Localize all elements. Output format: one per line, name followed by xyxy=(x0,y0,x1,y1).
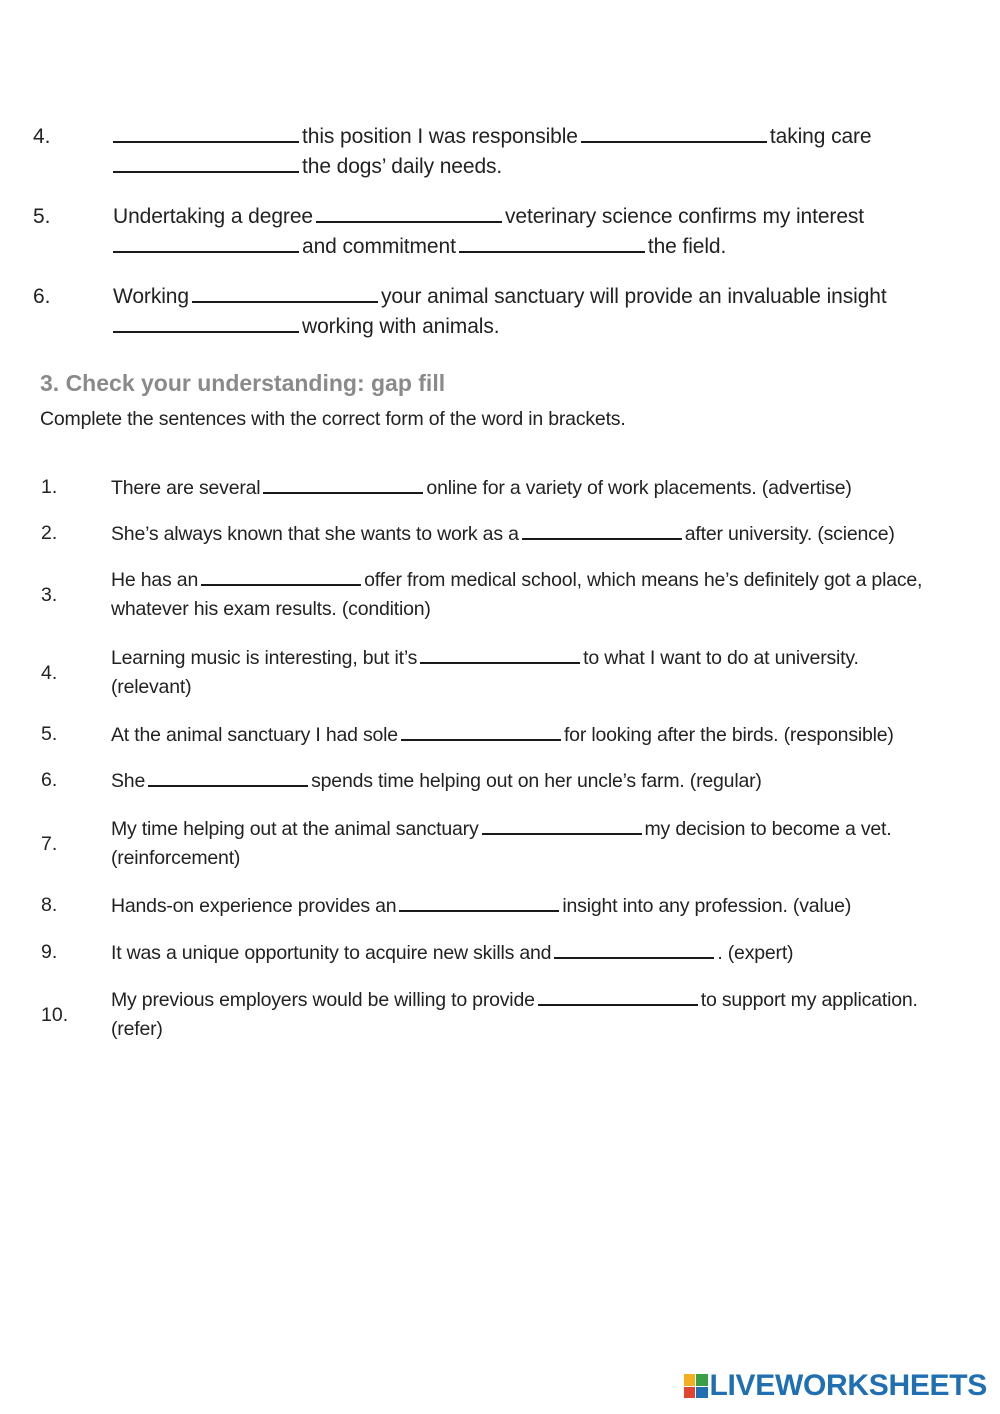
logo-tile xyxy=(696,1387,708,1399)
gap-blank[interactable] xyxy=(113,250,299,253)
item-text: for looking after the birds. (responsible) xyxy=(563,724,894,746)
gap-blank[interactable] xyxy=(113,140,299,143)
item-text: insight into any profession. (value) xyxy=(562,895,852,917)
item-text: this position I was responsible xyxy=(302,125,578,148)
gap-blank[interactable] xyxy=(581,140,767,143)
logo-tile xyxy=(684,1374,696,1386)
item-text: It was a unique opportunity to acquire new skills and xyxy=(111,942,552,964)
item-text: after university. (science) xyxy=(684,523,895,545)
item-number: 6. xyxy=(33,285,51,308)
item-text: the field. xyxy=(647,235,727,258)
gap-blank[interactable] xyxy=(263,491,423,494)
item-text: At the animal sanctuary I had sole xyxy=(111,724,398,746)
liveworksheets-logo[interactable] xyxy=(684,1369,988,1403)
s2-item-6 xyxy=(0,282,1000,342)
item-text: to support my application. (refer) xyxy=(111,989,918,1040)
item-text: and commitment xyxy=(302,235,456,258)
gap-blank[interactable] xyxy=(538,1003,698,1006)
gap-blank[interactable] xyxy=(399,909,559,912)
item-text: Working xyxy=(113,285,189,308)
item-text: taking care xyxy=(769,125,872,148)
item-text: online for a variety of work placements. (advertise) xyxy=(426,477,852,499)
gap-blank[interactable] xyxy=(459,250,645,253)
item-text: veterinary science confirms my interest xyxy=(504,205,865,228)
gap-blank[interactable] xyxy=(113,170,299,173)
item-number: 6. xyxy=(41,769,58,791)
item-text: She xyxy=(111,770,146,792)
section-3-title: 3. Check your understanding: gap fill xyxy=(40,370,446,396)
liveworksheets-logo-icon xyxy=(684,1374,708,1398)
gap-blank[interactable] xyxy=(554,956,714,959)
item-number: 4. xyxy=(41,662,58,684)
item-text: . (expert) xyxy=(717,942,794,964)
item-text: She’s always known that she wants to work as a xyxy=(111,523,519,545)
item-text: working with animals. xyxy=(302,315,500,338)
item-number: 7. xyxy=(41,833,58,855)
item-number: 1. xyxy=(41,476,58,498)
gap-blank[interactable] xyxy=(522,537,682,540)
item-number: 5. xyxy=(41,723,58,745)
section-2-continued xyxy=(0,122,1000,362)
item-text: my decision to become a vet. (reinforcement) xyxy=(111,818,892,869)
logo-text: LIVEWORKSHEETS xyxy=(709,1369,987,1402)
item-number: 3. xyxy=(41,584,58,606)
section-3-instructions: Complete the sentences with the correct form of the word in brackets. xyxy=(40,408,626,430)
gap-blank[interactable] xyxy=(401,738,561,741)
item-number: 2. xyxy=(41,522,58,544)
item-text: spends time helping out on her uncle’s farm. (regular) xyxy=(311,770,762,792)
s2-item-5 xyxy=(0,202,1000,262)
gap-blank[interactable] xyxy=(420,661,580,664)
item-text: There are several xyxy=(111,477,261,499)
gap-blank[interactable] xyxy=(148,784,308,787)
logo-tile xyxy=(684,1387,696,1399)
item-text: Undertaking a degree xyxy=(113,205,313,228)
item-number: 9. xyxy=(41,941,58,963)
gap-blank[interactable] xyxy=(113,330,299,333)
s2-item-4 xyxy=(0,122,1000,182)
gap-blank[interactable] xyxy=(316,220,502,223)
item-number: 5. xyxy=(33,205,51,228)
item-text: He has an xyxy=(111,569,199,591)
item-text: Learning music is interesting, but it’s xyxy=(111,647,418,669)
item-text: your animal sanctuary will provide an invaluable insight xyxy=(380,285,887,308)
gap-blank[interactable] xyxy=(482,832,642,835)
item-text: offer from medical school, which means he’s definitely got a place, whatever his exam results. (condition) xyxy=(111,569,923,620)
gap-blank[interactable] xyxy=(201,583,361,586)
item-number: 4. xyxy=(33,125,51,148)
item-number: 8. xyxy=(41,894,58,916)
item-text: to what I want to do at university. (relevant) xyxy=(111,647,859,698)
item-text: Hands-on experience provides an xyxy=(111,895,397,917)
gap-blank[interactable] xyxy=(192,300,378,303)
item-number: 10. xyxy=(41,1004,69,1026)
item-text: My previous employers would be willing to provide xyxy=(111,989,535,1011)
item-text: My time helping out at the animal sanctuary xyxy=(111,818,479,840)
logo-tile xyxy=(696,1374,708,1386)
item-text: the dogs’ daily needs. xyxy=(302,155,503,178)
